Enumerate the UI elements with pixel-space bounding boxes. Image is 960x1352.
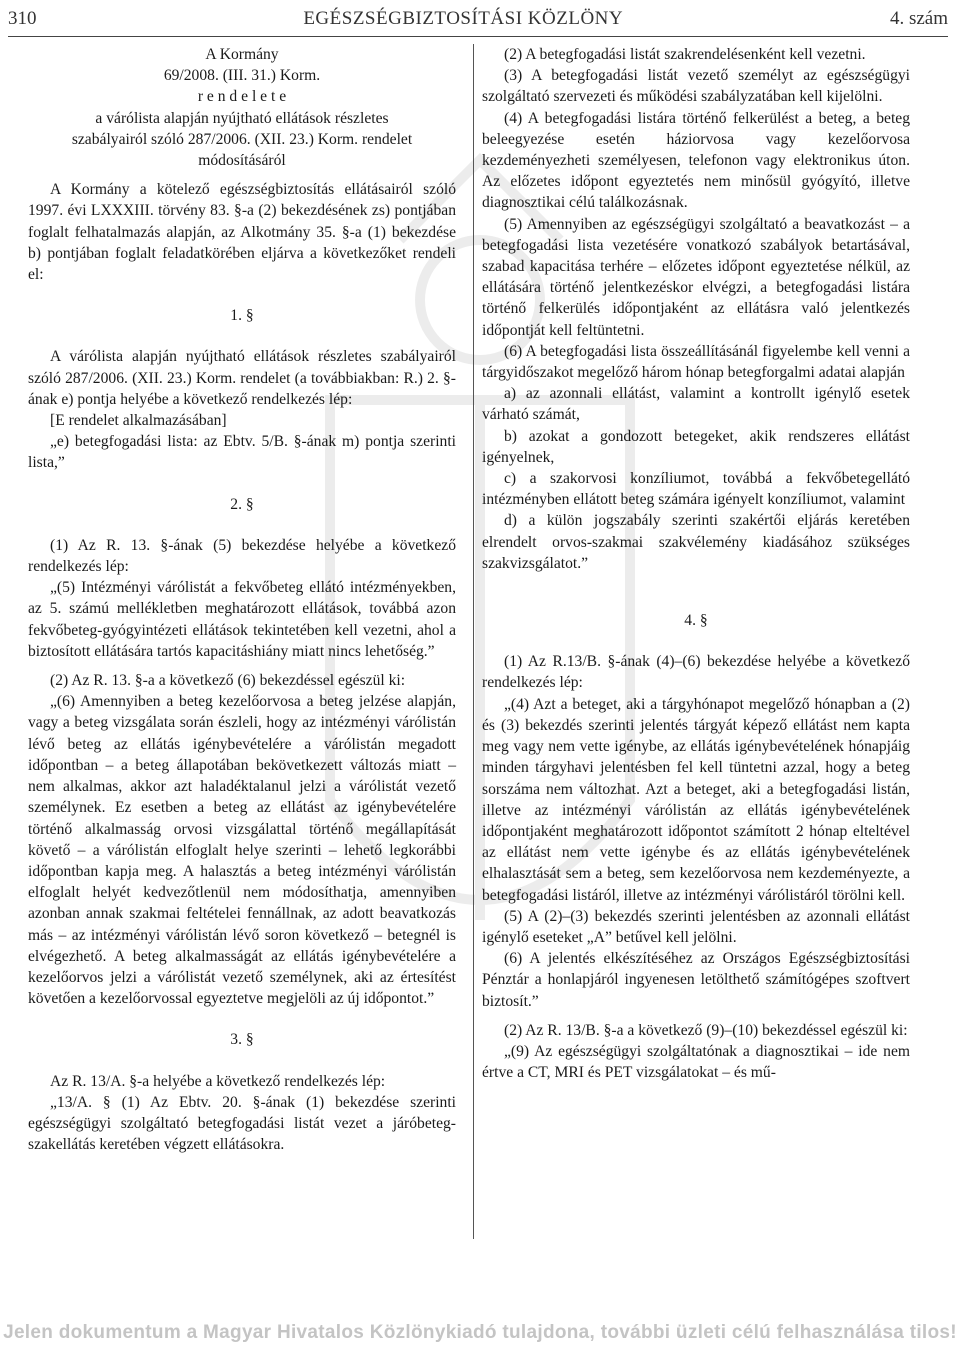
page-number: 310	[8, 8, 37, 29]
journal-title: EGÉSZSÉGBIZTOSÍTÁSI KÖZLÖNY	[303, 8, 624, 29]
left-column	[28, 44, 456, 1155]
column-divider	[473, 44, 474, 1239]
section-3-heading: 3. §	[230, 1031, 254, 1049]
section-4-paragraph: (1) Az R.13/B. §-ának (4)–(6) bekezdése helyébe a következő rendelkezés lép:	[482, 653, 910, 692]
heading-issuer: A Kormány	[205, 46, 279, 63]
section-2-paragraph: (2) Az R. 13. §-a a következő (6) bekezdéssel egészül ki:	[50, 672, 406, 690]
header-rule	[8, 36, 948, 37]
preamble: A Kormány a kötelező egészségbiztosítás ellátásairól szóló 1997. évi LXXXIII. törvény 83. §-a (2) bekezdésének zs) pontjában foglalt felhatalmazás alapján, az Alkotmány 35. §-a (1) bekezdése b) pontjában foglalt feladatkörében eljárva a következőket rendeli el:	[28, 181, 456, 284]
heading-subject-1: a várólista alapján nyújtható ellátások részletes	[95, 109, 389, 127]
list-item-a: a) az azonnali ellátást, valamint a kontrollt igénylő esetek várható számát,	[482, 385, 910, 424]
list-item-d: d) a külön jogszabály szerinti szakértői eljárás keretében elrendelt orvos-szakmai szakvélemény kiadásához szükséges szakvizsgálatot.”	[482, 512, 910, 572]
section-1-paragraph: „e) betegfogadási lista: az Ebtv. 5/B. §-ának m) pontja szerinti lista,”	[28, 433, 456, 472]
page-header	[8, 6, 948, 32]
heading-subject-3: módosításáról	[198, 152, 286, 170]
section-4-paragraph: (5) A (2)–(3) bekezdés szerinti jelentésben az azonnali ellátást igénylő eseteket „A” betűvel kell jelölni.	[482, 907, 910, 946]
section-4-paragraph: (2) Az R. 13/B. §-a a következő (9)–(10) bekezdéssel egészül ki:	[504, 1021, 908, 1039]
section-1-paragraph: A várólista alapján nyújtható ellátások részletes szabályairól szóló 287/2006. (XII. 23.) Korm. rendelet (a továbbiakban: R.) 2. §-ának e) pontja helyébe a következő rendelkezés lép:	[28, 348, 456, 408]
section-4-heading: 4. §	[684, 612, 708, 630]
right-paragraph: (6) A betegfogadási lista összeállításánál figyelembe kell venni a tárgyidőszakot megelőző három hónap betegforgalmi adatai alapján	[482, 342, 910, 382]
right-paragraph: (4) A betegfogadási listára történő felkerülést a beteg, a beteg beleegyezése esetén háziorvosa vagy kezelőorvosa kezdeményezheti személyesen, telefonon vagy elektronikus úton. Az előzetes időpont egyeztetés nem minősül gyógyító, illetve diagnosztikai célú találkozásnak.	[482, 109, 910, 212]
section-2-paragraph: „(5) Intézményi várólistát a fekvőbeteg ellátó intézményekben, az 5. számú mellékletben meghatározott ellátások, továbbá azon fekvőbeteg-gyógyintézeti ellátások tekintetében kell vezetni, ahol a biztosított ellátására tartós kapacitáshiány miatt nincs lehetőség.”	[28, 579, 456, 660]
section-1-heading: 1. §	[230, 307, 254, 325]
section-2-paragraph: (1) Az R. 13. §-ának (5) bekezdése helyébe a következő rendelkezés lép:	[28, 536, 456, 576]
section-4-paragraph: „(4) Azt a beteget, aki a tárgyhónapot megelőző hónapban a (2) és (3) bekezdés szerinti jelentés tárgyát képező ellátást nem kapta meg vagy nem vette igénybe, az ellátás igénybevételének hónapjáig minden tárgyhavi jelentésben fel kell tüntetni azzal, hogy a beteg sorszáma nem változhat. Azt a beteget, aki a betegfogadási listán, illetve az intézményi várólistán az ellátás igénybevételének időpontjaként meghatározott időpontot számított 2 hónap elteltével az ellátást nem vette igénybe és az ellátás igénybevételének elhalasztását sem a beteg, sem kezelőorvosa nem kezdeményezte, a betegfogadási listáról, illetve az intézményi várólistáról törölni kell.	[482, 695, 910, 904]
heading-number: 69/2008. (III. 31.) Korm.	[163, 67, 321, 85]
right-paragraph: (2) A betegfogadási listát szakrendelésenként kell vezetni.	[504, 46, 866, 63]
right-paragraph: (3) A betegfogadási listát vezető személyt az egészségügyi szolgáltató szervezeti és működési szabályzatában kell kijelölni.	[482, 67, 910, 106]
list-item-b: b) azokat a gondozott betegeket, akik rendszeres ellátást igényelnek,	[482, 427, 910, 466]
right-paragraph: (5) Amennyiben az egészségügyi szolgáltató a beavatkozást – a betegfogadási lista vezetésére vonatkozó szabályok betartásával, szabad kapacitása terhére – előzetes időpont egyeztetése nélkül, az ellátására történő jelentkezéskor elvégzi, a betegfogadási listára történő felkerülés időpontjaként az ellátásra való jelentkezés időpontját kell feltüntetni.	[482, 215, 910, 339]
right-column	[482, 44, 910, 1083]
list-item-c: c) a szakorvosi konzíliumot, továbbá a fekvőbetegellátó intézményben ellátott beteg számára igényelt konzíliumot, valamint	[482, 470, 910, 509]
section-4-paragraph: „(9) Az egészségügyi szolgáltatónak a diagnosztikai – ide nem értve a CT, MRI és PET vizsgálatokat – és mű-	[482, 1042, 910, 1082]
section-2-paragraph: „(6) Amennyiben a beteg kezelőorvosa a beteg jelzése alapján, vagy a beteg vizsgálata során észleli, hogy az intézményi várólistán lévő beteg az ellátás igénybevételére a várólistán megadott időpontban – a beteg állapotában bekövetkezett változás miatt – nem alkalmas, akkor azt haladéktalanul jelzi a várólistát vezető személynek. Ez esetben a beteg az ellátást az igénybevételére történő alkalmasság orvosi vizsgálattal történő megállapítását követő – a várólistán elfoglalt helye szerinti – lehető legkorábbi időpontban kapja meg. A halasztás a beteg intézményi várólistán elfoglalt helyét kedvezőtlenül nem módosíthatja, amennyiben azonban annak szakmai feltételei fennállnak, az adott beavatkozás más – az intézményi várólistán lévő soron következő – betegnél is elvégezhető. A beteg alkalmasságát az ellátás igénybevételére a kezelőorvos jelzi a várólistát vezető személynek, aki az értesítést követően a kezelőorvossal egyeztetve megjelöli az új időpontot.”	[28, 693, 456, 1008]
issue-number: 4. szám	[889, 8, 948, 29]
section-3-paragraph: Az R. 13/A. §-a helyébe a következő rendelkezés lép:	[50, 1072, 386, 1090]
heading-type: r e n d e l e t e	[197, 88, 287, 106]
heading-subject-2: szabályairól szóló 287/2006. (XII. 23.) Korm. rendelet	[71, 130, 413, 148]
section-4-paragraph: (6) A jelentés elkészítéséhez az Országos Egészségbiztosítási Pénztár a honlapjáról ingyenesen letölthető számítógépes szoftvert biztosít.”	[482, 950, 910, 1010]
footer-notice: Jelen dokumentum a Magyar Hivatalos Közlönykiadó tulajdona, további üzleti célú felhasználása tilos!	[3, 1322, 957, 1343]
section-2-heading: 2. §	[230, 495, 254, 513]
section-3-paragraph: „13/A. § (1) Az Ebtv. 20. §-ának (1) bekezdése szerinti egészségügyi szolgáltató betegfogadási listát vezet a járóbeteg-szakellátás keretében végzett ellátásokra.	[28, 1093, 456, 1154]
section-1-paragraph: [E rendelet alkalmazásában]	[50, 412, 227, 430]
